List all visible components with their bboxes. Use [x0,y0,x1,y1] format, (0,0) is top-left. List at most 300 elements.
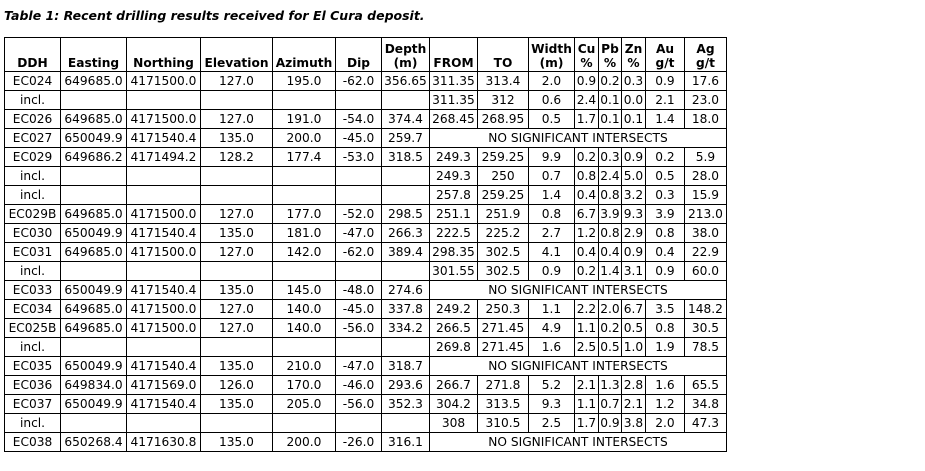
cell-azimuth: 195.0 [273,72,336,91]
cell-pb: 0.5 [599,338,622,357]
column-header-au [646,38,685,72]
cell-depth: 316.1 [382,433,430,452]
cell-au: 1.4 [646,110,685,129]
cell-northing: 4171630.8 [127,433,201,452]
column-header-line2: (m) [539,56,564,70]
cell-northing: 4171540.4 [127,129,201,148]
cell-width: 0.9 [529,262,575,281]
column-header-line1: Cu [577,42,596,56]
cell-width: 9.3 [529,395,575,414]
cell-azimuth [273,414,336,433]
cell-northing: 4171494.2 [127,148,201,167]
cell-zn: 3.2 [622,186,646,205]
cell-ddh: EC029B [5,205,61,224]
cell-ag: 15.9 [685,186,727,205]
cell-cu: 1.7 [575,414,599,433]
cell-northing: 4171540.4 [127,224,201,243]
cell-northing [127,262,201,281]
cell-easting: 649685.0 [61,72,127,91]
cell-depth [382,167,430,186]
table-row [5,357,727,376]
cell-cu: 1.2 [575,224,599,243]
cell-ddh: EC029 [5,148,61,167]
cell-dip [336,167,382,186]
cell-from: 304.2 [430,395,478,414]
cell-ag: 5.9 [685,148,727,167]
cell-easting: 649834.0 [61,376,127,395]
column-header-line1: Pb [601,42,619,56]
cell-pb: 2.4 [599,167,622,186]
column-header-line1: Au [655,42,675,56]
cell-au: 0.8 [646,319,685,338]
column-header-line2: Northing [133,56,194,70]
cell-width: 5.2 [529,376,575,395]
table-row [5,376,727,395]
cell-pb: 0.2 [599,319,622,338]
cell-elevation: 135.0 [201,357,273,376]
cell-elevation: 127.0 [201,300,273,319]
cell-dip: -46.0 [336,376,382,395]
cell-ag: 34.8 [685,395,727,414]
table-row [5,319,727,338]
cell-pb: 0.3 [599,148,622,167]
cell-width: 1.6 [529,338,575,357]
cell-depth [382,414,430,433]
drilling-results-table [4,37,727,452]
cell-easting: 650049.9 [61,129,127,148]
cell-from: 269.8 [430,338,478,357]
cell-width: 4.9 [529,319,575,338]
cell-azimuth: 200.0 [273,433,336,452]
cell-depth: 318.5 [382,148,430,167]
cell-ddh: EC034 [5,300,61,319]
cell-elevation: 135.0 [201,224,273,243]
cell-ag: 65.5 [685,376,727,395]
cell-dip: -26.0 [336,433,382,452]
cell-ddh: EC038 [5,433,61,452]
cell-depth: 266.3 [382,224,430,243]
cell-to: 271.8 [478,376,529,395]
cell-from: 268.45 [430,110,478,129]
column-header-line2: % [580,56,593,70]
cell-ddh: incl. [5,167,61,186]
cell-ag: 38.0 [685,224,727,243]
table-row [5,433,727,452]
cell-cu: 2.2 [575,300,599,319]
cell-elevation: 135.0 [201,129,273,148]
cell-from: 266.5 [430,319,478,338]
cell-zn: 2.9 [622,224,646,243]
cell-zn: 0.3 [622,72,646,91]
cell-au: 0.8 [646,224,685,243]
cell-northing [127,338,201,357]
cell-width: 0.8 [529,205,575,224]
cell-to: 271.45 [478,338,529,357]
cell-pb: 0.4 [599,243,622,262]
column-header-line2: Easting [67,56,120,70]
column-header-easting [61,38,127,72]
column-header-line1: Ag [696,42,715,56]
cell-au: 1.9 [646,338,685,357]
cell-ddh: incl. [5,186,61,205]
table-row [5,205,727,224]
cell-ddh: incl. [5,414,61,433]
cell-cu: 0.2 [575,148,599,167]
cell-ag: 17.6 [685,72,727,91]
cell-easting: 649685.0 [61,205,127,224]
table-row [5,72,727,91]
cell-ddh: EC036 [5,376,61,395]
cell-pb: 0.8 [599,224,622,243]
column-header-dip [336,38,382,72]
cell-cu: 0.8 [575,167,599,186]
cell-azimuth: 140.0 [273,300,336,319]
table-body [5,72,727,452]
cell-width: 1.4 [529,186,575,205]
table-row [5,262,727,281]
cell-width: 1.1 [529,300,575,319]
cell-dip: -56.0 [336,319,382,338]
cell-elevation [201,91,273,110]
no-intersects-note: NO SIGNIFICANT INTERSECTS [430,357,727,376]
cell-from: 301.55 [430,262,478,281]
cell-dip: -52.0 [336,205,382,224]
cell-from: 249.3 [430,148,478,167]
cell-to: 251.9 [478,205,529,224]
cell-ag: 18.0 [685,110,727,129]
cell-ag: 78.5 [685,338,727,357]
cell-au: 0.2 [646,148,685,167]
cell-elevation: 127.0 [201,110,273,129]
column-header-width [529,38,575,72]
cell-zn: 0.5 [622,319,646,338]
column-header-line2: g/t [655,56,675,70]
cell-from: 311.35 [430,72,478,91]
cell-cu: 2.1 [575,376,599,395]
cell-easting [61,186,127,205]
table-row [5,395,727,414]
table-row [5,110,727,129]
column-header-line2: FROM [433,56,474,70]
cell-elevation [201,414,273,433]
cell-azimuth: 181.0 [273,224,336,243]
cell-pb: 0.1 [599,91,622,110]
cell-width: 2.5 [529,414,575,433]
column-header-cu [575,38,599,72]
cell-from: 308 [430,414,478,433]
cell-ddh: EC037 [5,395,61,414]
cell-ag: 28.0 [685,167,727,186]
cell-depth: 274.6 [382,281,430,300]
cell-dip: -56.0 [336,395,382,414]
cell-cu: 0.9 [575,72,599,91]
cell-northing: 4171500.0 [127,300,201,319]
cell-zn: 1.0 [622,338,646,357]
cell-from: 251.1 [430,205,478,224]
cell-from: 222.5 [430,224,478,243]
cell-width: 4.1 [529,243,575,262]
cell-elevation: 135.0 [201,281,273,300]
cell-ag: 213.0 [685,205,727,224]
table-row [5,414,727,433]
cell-easting: 650049.9 [61,395,127,414]
cell-azimuth [273,338,336,357]
cell-width: 0.5 [529,110,575,129]
no-intersects-note: NO SIGNIFICANT INTERSECTS [430,129,727,148]
cell-dip: -62.0 [336,72,382,91]
cell-azimuth: 191.0 [273,110,336,129]
table-row [5,243,727,262]
cell-depth: 356.65 [382,72,430,91]
column-header-elevation [201,38,273,72]
table-row [5,338,727,357]
cell-to: 250 [478,167,529,186]
cell-depth: 352.3 [382,395,430,414]
cell-northing: 4171500.0 [127,243,201,262]
cell-dip: -62.0 [336,243,382,262]
cell-elevation: 128.2 [201,148,273,167]
cell-azimuth: 142.0 [273,243,336,262]
cell-au: 1.6 [646,376,685,395]
cell-northing: 4171540.4 [127,395,201,414]
column-header-line2: g/t [695,56,715,70]
cell-dip [336,91,382,110]
cell-dip: -54.0 [336,110,382,129]
cell-pb: 0.2 [599,72,622,91]
cell-pb: 0.8 [599,186,622,205]
cell-from: 298.35 [430,243,478,262]
cell-pb: 1.3 [599,376,622,395]
cell-ddh: EC026 [5,110,61,129]
cell-ddh: incl. [5,338,61,357]
cell-ddh: EC033 [5,281,61,300]
cell-width: 2.0 [529,72,575,91]
cell-dip [336,262,382,281]
table-row [5,167,727,186]
column-header-line2: % [627,56,640,70]
column-header-from [430,38,478,72]
cell-to: 259.25 [478,148,529,167]
cell-azimuth: 177.0 [273,205,336,224]
cell-elevation [201,338,273,357]
cell-depth: 298.5 [382,205,430,224]
cell-depth [382,262,430,281]
cell-dip [336,186,382,205]
cell-ddh: incl. [5,262,61,281]
table-row [5,224,727,243]
cell-ag: 30.5 [685,319,727,338]
column-header-northing [127,38,201,72]
table-row [5,129,727,148]
column-header-ag [685,38,727,72]
cell-depth [382,91,430,110]
cell-depth [382,338,430,357]
cell-easting [61,414,127,433]
cell-northing: 4171569.0 [127,376,201,395]
cell-pb: 3.9 [599,205,622,224]
cell-northing: 4171500.0 [127,319,201,338]
cell-azimuth: 210.0 [273,357,336,376]
column-header-line2: Elevation [204,56,269,70]
cell-northing: 4171500.0 [127,110,201,129]
cell-to: 259.25 [478,186,529,205]
cell-zn: 5.0 [622,167,646,186]
cell-from: 249.2 [430,300,478,319]
cell-zn: 0.9 [622,243,646,262]
cell-easting: 650049.9 [61,357,127,376]
cell-cu: 0.4 [575,186,599,205]
cell-depth: 293.6 [382,376,430,395]
column-header-line2: TO [493,56,513,70]
cell-au: 3.9 [646,205,685,224]
cell-au: 1.2 [646,395,685,414]
cell-elevation: 135.0 [201,433,273,452]
cell-ag: 23.0 [685,91,727,110]
cell-au: 0.3 [646,186,685,205]
cell-azimuth [273,91,336,110]
cell-northing: 4171540.4 [127,357,201,376]
cell-from: 311.35 [430,91,478,110]
cell-ag: 47.3 [685,414,727,433]
cell-to: 310.5 [478,414,529,433]
cell-zn: 2.8 [622,376,646,395]
cell-easting [61,262,127,281]
column-header-line2: % [603,56,617,70]
cell-pb: 0.9 [599,414,622,433]
cell-elevation: 127.0 [201,205,273,224]
cell-from: 257.8 [430,186,478,205]
cell-cu: 1.1 [575,319,599,338]
column-header-zn [622,38,646,72]
column-header-pb [599,38,622,72]
cell-easting [61,91,127,110]
cell-dip [336,338,382,357]
cell-to: 302.5 [478,243,529,262]
cell-cu: 0.4 [575,243,599,262]
cell-depth [382,186,430,205]
cell-zn: 0.1 [622,110,646,129]
cell-northing [127,91,201,110]
cell-cu: 0.2 [575,262,599,281]
cell-depth: 337.8 [382,300,430,319]
table-row [5,91,727,110]
cell-elevation: 127.0 [201,243,273,262]
cell-cu: 1.7 [575,110,599,129]
table-row [5,281,727,300]
cell-northing: 4171500.0 [127,205,201,224]
cell-width: 9.9 [529,148,575,167]
no-intersects-note: NO SIGNIFICANT INTERSECTS [430,433,727,452]
column-header-line1: Zn [624,42,643,56]
cell-to: 313.5 [478,395,529,414]
table-row [5,148,727,167]
cell-ddh: EC035 [5,357,61,376]
cell-dip: -45.0 [336,300,382,319]
cell-au: 2.1 [646,91,685,110]
cell-zn: 6.7 [622,300,646,319]
cell-elevation: 127.0 [201,72,273,91]
cell-northing [127,167,201,186]
cell-elevation [201,186,273,205]
cell-elevation: 127.0 [201,319,273,338]
cell-elevation [201,262,273,281]
cell-au: 0.9 [646,262,685,281]
cell-easting: 650049.9 [61,224,127,243]
cell-azimuth: 205.0 [273,395,336,414]
cell-to: 312 [478,91,529,110]
cell-depth: 259.7 [382,129,430,148]
cell-width: 0.7 [529,167,575,186]
cell-pb: 0.7 [599,395,622,414]
cell-ag: 148.2 [685,300,727,319]
cell-ddh: EC024 [5,72,61,91]
cell-azimuth [273,167,336,186]
cell-zn: 3.8 [622,414,646,433]
cell-au: 0.9 [646,72,685,91]
cell-dip: -47.0 [336,357,382,376]
cell-depth: 374.4 [382,110,430,129]
cell-easting: 649685.0 [61,300,127,319]
cell-dip [336,414,382,433]
cell-depth: 318.7 [382,357,430,376]
cell-easting: 649686.2 [61,148,127,167]
cell-easting [61,167,127,186]
cell-ag: 22.9 [685,243,727,262]
cell-to: 225.2 [478,224,529,243]
cell-northing [127,414,201,433]
column-header-azimuth [273,38,336,72]
cell-azimuth: 140.0 [273,319,336,338]
cell-cu: 2.5 [575,338,599,357]
cell-dip: -48.0 [336,281,382,300]
column-header-line1: Depth [384,42,427,56]
cell-zn: 0.9 [622,148,646,167]
cell-pb: 1.4 [599,262,622,281]
cell-cu: 2.4 [575,91,599,110]
cell-easting [61,338,127,357]
column-header-line2: (m) [393,56,418,70]
cell-width: 0.6 [529,91,575,110]
cell-dip: -47.0 [336,224,382,243]
cell-azimuth [273,262,336,281]
table-row [5,186,727,205]
cell-ddh: EC031 [5,243,61,262]
cell-ddh: incl. [5,91,61,110]
column-header-line1: Width [531,42,572,56]
cell-easting: 649685.0 [61,319,127,338]
cell-northing: 4171500.0 [127,72,201,91]
cell-au: 0.5 [646,167,685,186]
cell-azimuth: 200.0 [273,129,336,148]
cell-pb: 0.1 [599,110,622,129]
cell-cu: 6.7 [575,205,599,224]
cell-zn: 0.0 [622,91,646,110]
cell-ddh: EC027 [5,129,61,148]
cell-ag: 60.0 [685,262,727,281]
column-header-line2: Dip [346,56,371,70]
cell-width: 2.7 [529,224,575,243]
cell-dip: -53.0 [336,148,382,167]
cell-easting: 649685.0 [61,110,127,129]
cell-northing [127,186,201,205]
cell-to: 313.4 [478,72,529,91]
table-caption: Table 1: Recent drilling results received for El Cura deposit. [4,8,425,23]
cell-zn: 3.1 [622,262,646,281]
cell-to: 268.95 [478,110,529,129]
cell-azimuth [273,186,336,205]
cell-elevation: 126.0 [201,376,273,395]
cell-zn: 9.3 [622,205,646,224]
